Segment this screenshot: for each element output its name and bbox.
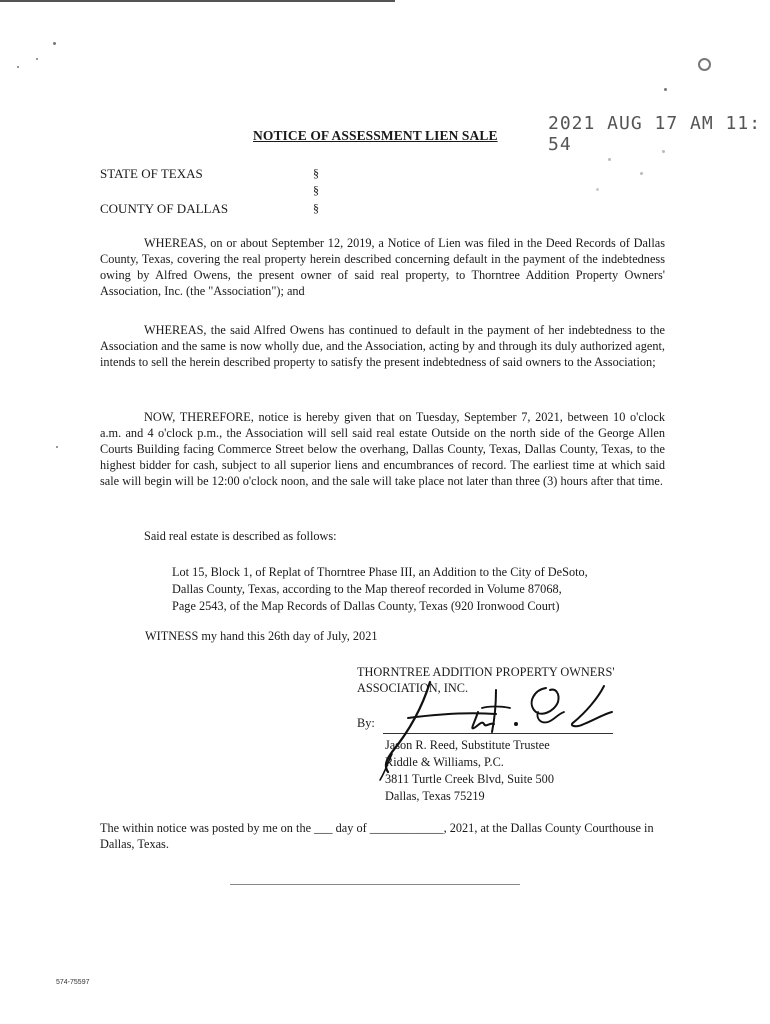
- legal-description-line: Lot 15, Block 1, of Replat of Thorntree Phase III, an Addition to the City of DeSoto,: [172, 565, 588, 579]
- paragraph-description-intro: Said real estate is described as follows:: [144, 529, 337, 543]
- section-mark: §: [313, 201, 319, 215]
- document-title: NOTICE OF ASSESSMENT LIEN SALE: [253, 128, 498, 143]
- paragraph-now-therefore: NOW, THEREFORE, notice is hereby given that on Tuesday, September 7, 2021, between 10 o'clock a.m. and 4 o'clock p.m., the Association will sell said real estate Outside on the north side of the George Allen Courts Building facing Commerce Street below the overhang, Dallas County, Texas, Dallas County, Texas, to the highest bidder for cash, subject to all superior liens and encumbrances of record. The earliest time at which said sale will begin will be 12:00 o'clock noon, and the sale will take place not later than three (3) hours after that time.: [100, 410, 665, 488]
- by-label: By:: [357, 716, 375, 730]
- paragraph-whereas-lien: WHEREAS, on or about September 12, 2019, a Notice of Lien was filed in the Deed Records of Dallas County, Texas, covering the real property herein described concerning default in the payment of the indebtedness owing by Alfred Owens, the present owner of said real property, to Thorntree Addition Property Owners' Association, Inc. (the "Association"); and: [100, 236, 665, 298]
- signer-line: Dallas, Texas 75219: [385, 789, 485, 803]
- scan-edge-line: [0, 0, 395, 2]
- legal-description-line: Page 2543, of the Map Records of Dallas County, Texas (920 Ironwood Court): [172, 599, 560, 613]
- paragraph-whereas-default: WHEREAS, the said Alfred Owens has continued to default in the payment of her indebtedness to the Association and the same is now wholly due, and the Association, acting by and through its duly authorized agent, intends to sell the herein described property to satisfy the present indebtedness of said owners to the Association;: [100, 323, 665, 369]
- scan-speck: [664, 88, 667, 91]
- filing-stamp: 2021 AUG 17 AM 11: 54: [548, 113, 762, 155]
- scan-speck: [17, 66, 19, 68]
- section-mark: §: [313, 166, 319, 180]
- association-line: ASSOCIATION, INC.: [357, 681, 469, 695]
- scan-speck: [698, 58, 711, 71]
- bottom-rule: [230, 884, 520, 885]
- signer-line: Jason R. Reed, Substitute Trustee: [385, 738, 550, 752]
- scan-speck: [608, 158, 611, 161]
- association-line: THORNTREE ADDITION PROPERTY OWNERS': [357, 665, 615, 679]
- scan-speck: [596, 188, 599, 191]
- signer-line: 3811 Turtle Creek Blvd, Suite 500: [385, 772, 554, 786]
- document-number: 574-75597: [56, 979, 90, 986]
- caption-county: COUNTY OF DALLAS: [100, 201, 229, 216]
- scan-speck: [53, 42, 56, 45]
- scan-speck: [56, 446, 58, 448]
- scan-speck: [36, 58, 38, 60]
- section-mark: §: [313, 183, 319, 197]
- legal-description-line: Dallas County, Texas, according to the Map thereof recorded in Volume 87068,: [172, 582, 562, 596]
- posting-statement: The within notice was posted by me on the ___ day of ____________, 2021, at the Dallas County Courthouse in Dallas, Texas.: [100, 821, 654, 851]
- scan-speck: [640, 172, 643, 175]
- witness-line: WITNESS my hand this 26th day of July, 2021: [145, 629, 378, 643]
- signer-line: Riddle & Williams, P.C.: [385, 755, 504, 769]
- handwritten-signature: [378, 668, 618, 786]
- caption-state: STATE OF TEXAS: [100, 166, 203, 181]
